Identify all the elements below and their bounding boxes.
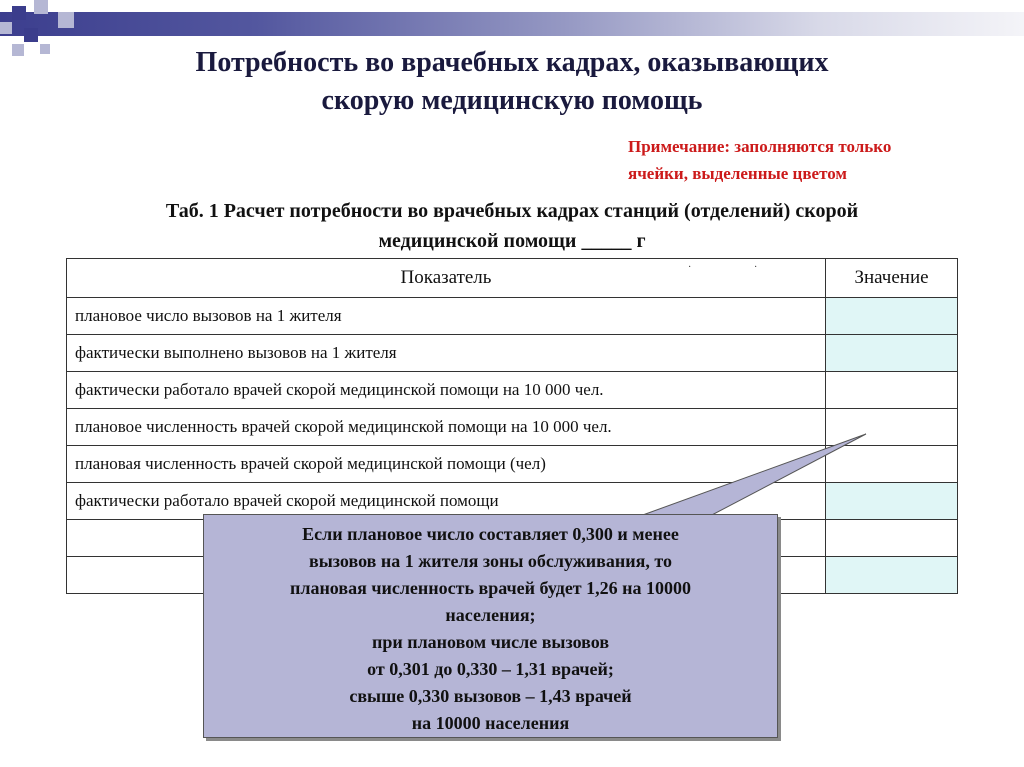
row-label: фактически работало врачей скорой медицинской помощи: [67, 483, 826, 520]
callout-line: Если плановое число составляет 0,300 и менее: [302, 524, 679, 544]
note-line-1: Примечание: заполняются только: [628, 137, 892, 156]
stray-dots: ·: [688, 262, 692, 273]
title-line-1: Потребность во врачебных кадрах, оказывающих: [195, 47, 829, 78]
callout-line: свыше 0,330 вызовов – 1,43 врачей: [349, 686, 632, 706]
caption-line-1: Таб. 1 Расчет потребности во врачебных кадрах станций (отделений) скорой: [165, 200, 859, 222]
note-line-2: ячейки, выделенные цветом: [628, 164, 847, 183]
row-label: плановое численность врачей скорой медицинской помощи на 10 000 чел.: [67, 409, 826, 446]
callout-box: [203, 514, 778, 738]
callout-line: на 10000 населения: [411, 713, 570, 733]
header-value: Значение: [826, 259, 958, 298]
row-label: плановая численность врачей скорой медицинской помощи (чел): [67, 446, 826, 483]
row-label: фактически выполнено вызовов на 1 жителя: [67, 335, 826, 372]
row-label: плановое число вызовов на 1 жителя: [67, 298, 826, 335]
callout-line: при плановом числе вызовов: [371, 632, 610, 652]
callout-line: населения;: [445, 605, 536, 625]
callout-line: плановая численность врачей будет 1,26 на 10000: [289, 578, 692, 598]
stray-dots: ·: [754, 262, 758, 273]
callout-line: вызовов на 1 жителя зоны обслуживания, то: [309, 551, 672, 571]
row-label: фактически работало врачей скорой медицинской помощи на 10 000 чел.: [67, 372, 826, 409]
title-line-2: скорую медицинскую помощь: [321, 85, 703, 116]
caption-line-2: медицинской помощи _____ г: [378, 230, 646, 252]
header-indicator: Показатель: [67, 259, 826, 298]
callout-line: от 0,301 до 0,330 – 1,31 врачей;: [367, 659, 614, 679]
